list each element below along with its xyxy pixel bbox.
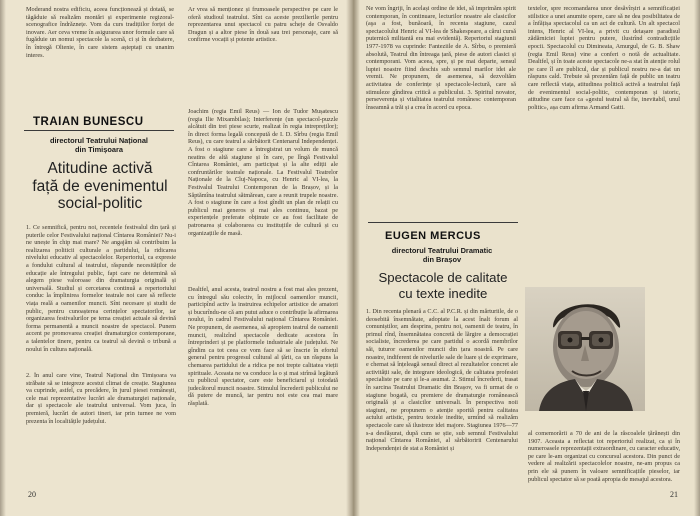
- role-line-1-right: directorul Teatrului Dramatic: [391, 246, 493, 255]
- title-line-2: față de evenimentul: [32, 177, 168, 195]
- title-line-2-right: cu texte inedite: [398, 286, 488, 301]
- divider: [24, 130, 174, 131]
- right-col2-body: al comemorării a 70 de ani de la răscoalele țărănești din 1907. Aceasta a reflectat tot repertoriul realizat, ca și în numeroasele reprezentații extraordinare, cu caracter educativ, pe care le-am organizat cu concursul acestora. Din punct de vedere al realizării spectacolelor noastre, ne-am propus ca prin ele să punem în valoare semnificațiile pieselor, iar publicul spectator să se poată apropia de mesajul acestora.: [528, 430, 680, 483]
- page-number-left: 20: [28, 490, 36, 499]
- article-title: [22, 160, 178, 213]
- portrait-photo: [525, 287, 645, 411]
- article-title-right: [364, 270, 522, 302]
- left-top-text: Moderand nostra edificiu, aceea funcționează și dotată, se tăgăduie să realizăm montări și experimente regizoral-scenografice îndrăznețe. Vom da curs tradițiilor forței de inovare. Aer ceva vreme în asigurarea unor formule care să fugăduie un nomui spectacole la scenă, ci și în dezbatere, în întregă Oltenie, în care sistem așteptați cu unanim interes.: [26, 6, 174, 58]
- author-name: TRAIAN BUNESCU: [33, 116, 144, 128]
- author-role-right: [366, 246, 518, 264]
- role-line-1: directorul Teatrului Național: [49, 136, 148, 145]
- right-col2-top: textelor, spre recomandarea unor desăvîrșiri a semnificației stilistice a unei anumite opere, care să ne dea posibilitatea de a înfățișa spectacolul ca un act de cultură. Un alt spectacol intens, Henric al VI-lea, a privit cu detașare paradisul zădărniciei luptei pentru putere, ilustrînd contradicțiile epocii. Spectacolul cu Dimineata, Amurgul, de G. B. Shaw (regia Emil Reus) vine a conferi o notă de actualitate. Dealtfel, și în toate aceste spectacole ne-a stat în atenție rolul pe care îl are publicul, dar și publicul nostru ne-a dat un răspuns cald. Trebuie să prezentăm față de public un teatru care reflectă viața, atitudinea politică activă a teatrului față de evenimentul social-politic, contemporan și istoric, atitudine care face ca «gestul teatral să fie, inevitabil, unul politic», așa cum afirma Armand Gatti.: [528, 5, 680, 111]
- author-role: [24, 136, 174, 154]
- page-edge-shadow: [0, 0, 6, 516]
- left-col2-body: Joachim (regia Emil Reus) — Ion de Tudor Mușatescu (regia Ilie Mixambilas); Interferențe (un spectacol-puzzle alcătuit din trei piese scurte, realizat în regia intrepreților); în direct forma legală concepută de I. D. Sîrbu (regia Emil Reus), cu care teatrul a sărbătorit Centenarul Independenței. A fost o stagiune care a întregistrat un volum de muncă neatins de altă stagiune și în care, pe lîngă Festivalul Cîntarea României, am participat și la alte ediții ale confruntărilor teatrale naționale. La Festivalul Teatrelor Naționale de la Cluj-Napoca, cu Henric al VI-lea, la Festivalul Teatrului Contemporan de la Brașov, și la Săptămîna teatrului sătmărean, care a reunit trupele noastre. A fost o stagiune în care a fost gîndit un plan de relații cu publicul mai generos și mai ales continuu, bazat pe experiențele preferate obținute ce au fost facilitate de patronarea și colaborarea cu instituțiile de cultură și cu organizațiile de masă.: [188, 108, 338, 237]
- role-line-2: din Timișoara: [75, 145, 123, 154]
- divider-right-top: [368, 222, 518, 223]
- page-edge-shadow-right: [694, 0, 700, 516]
- right-col1-top: Ne vom îngriji, în același ordine de idei, să imprimăm spirit contemporan, în continuare, lecturilor noastre ale clasicilor (aşa a fost, bunăoară, în recenta stagiune, cazul spectacolului Henric al VI-lea de Shakespeare, a cărui cursă puternică militantă era mai evidentă). Repertoriul stagiunii 1977-1978 va cuprinde: Fanteziile de A. Sîrbu, o premieră absolută, Teatrul din întreaga țară, piese de autori clasici și contemporani. Vom aceea, spre, și pe mai departe, sensul luptei noastre fiind deschis sub semnul marilor idei ale vremii. Ne propunem, de asemenea, să dezvoltăm activitatea de conferințe și spectacole-lectură, care să stimuleze gîndirea critică a publicului. 3. Spiritul novator, perseverența și vitalitatea teatrului românesc contemporan înseamnă a trăi și a crea în acord cu epoca.: [366, 5, 516, 111]
- author-name-right: EUGEN MERCUS: [385, 230, 481, 242]
- left-col2-top-text: Ar vrea să menționez și frumoasele perspective pe care le oferă studioul teatrului. Sînt ca aceste prezilierile pentru reprezentarea unui spectacol cu patru scheje de Osvaldo Dragun și a altor piese în două sau trei personaje, care să confirme vocații și potente artistice.: [188, 6, 338, 44]
- title-line-1-right: Spectacole de calitate: [378, 270, 508, 285]
- book-gutter: [346, 0, 360, 516]
- right-col1-body: 1. Din recenta plenară a C.C. al P.C.R. și din mărturiile, de o deosebită însemnătate, adoptate la acest înalt forum al comuniștilor, am desprins, pentru noi, oamenii de teatru, în primul rînd, însemnătatea concretă de lărgire a democrației socialiste, încrederea pe care partidul o acordă membrilor săi, tuturor oamenilor muncii din țara noastră. Pe care noastre, indiferent de nivelurile sale de luare și de exprimare, e chemat să înțeleagă sensul direct al rezultatelor concret ale activității sale, de integrare ideologică, de calitatea profesiei specialiste pe care și le-a asumat. 2. Stimul încrederii, trasat în sarcina Teatrului Dramatic din Brașov, va fi urmat de o stagiune bogată, cu premiere de dramaturgie românească originală și a clasicilor universali. În perspectiva noii stagiuni, ne propunem o atenție sporită pentru calitatea actului artistic, pentru textele inedite, urmînd să realizăm spectacole care să ilustreze idei majore. Stagiunea 1976—77 s-a desfășurat, după cum se știe, sub semnul Festivalului național Cîntarea României, al sărbătoririi Centenarului Independenței de stat a României și: [366, 308, 518, 452]
- title-line-3: social-politic: [57, 195, 143, 212]
- left-col1-body-2: 2. În anul care vine, Teatrul Național din Timișoara va străbate să se integreze acestui climat de creație. Stagiunea va cuprinde, astfel, cu precădere, în jurul piesei românești, cele mai reprezentative lucrări ale dramaturgiei naționale, dar și spectacole ale teatrului universal. Vom juca, în premieră, lucrări de autori tineri, iar prin turnee ne vom prezenta în localitățile județului.: [26, 372, 176, 425]
- right-page: [352, 0, 700, 516]
- title-line-1: Atitudine activă: [47, 160, 153, 177]
- role-line-2-right: din Brașov: [422, 255, 462, 264]
- left-col2-body-2: Dealtfel, anul acesta, teatrul nostru a fost mai ales prezent, cu întregul său colectiv, în mijlocul oamenilor muncii, participînd activ la instruirea echipelor artistice de amatori și bucurîndu-ne că am putut aduce o contribuție la afirmarea noului, în cadrul Festivalului național Cîntarea României. Ne propunem, de asemenea, să apropiem teatrul de oamenii muncii, realizînd spectacole dedicate acestora în întreprinderi și pe platformele industriale ale județului. Ne gîndim ca tot ceea ce vom face să se înscrie în efortul general pentru progresul cultural al țării, ca un răspuns la chemarea partidului de a ridica pe noi trepte calitatea vieții spirituale. Aceasta ne va conduce la o și mai strînsă legătură cu publicul spectator, care este beneficiarul și totodată judecătorul muncii noastre. Stimulul încrederii publicului ne dă putere de muncă, iar pentru noi este cea mai mare răsplată.: [188, 286, 338, 407]
- page-number-right: 21: [670, 490, 678, 499]
- left-col1-body: 1. Ce semnifică, pentru noi, recentele festivalul din țară și puterile celor Festivalului național Cîntarea României? Nu-i ne unește în chip mai mare? Ne angajăm să contribuim la realizarea politicii culturale a partidului, la ridicarea nivelului educativ al spectacolelor. Repertoriul, ca expresie a fondului cultural al teatrului, răspunde necesităților de educație ale întregului public, fapt care ne determină să alegem piese valoroase din dramaturgia originală și universală. Studiul și cercetarea continuă a repertoriului conduc la împlinirea formelor teatrale noi care să reflecte viața reală a oamenilor muncii. Sînt necesare și studii de public, pentru cunoașterea cerințelor spectatorilor, iar organizarea festivalurilor pe tema creației actuale să devină forma permanentă a muncii noastre de spectacol. Punem accent pe promovarea creației dramaturgice contemporane, a talentelor tinere, pentru ca teatrul să devină o tribună a noului în cultura națională.: [26, 224, 176, 353]
